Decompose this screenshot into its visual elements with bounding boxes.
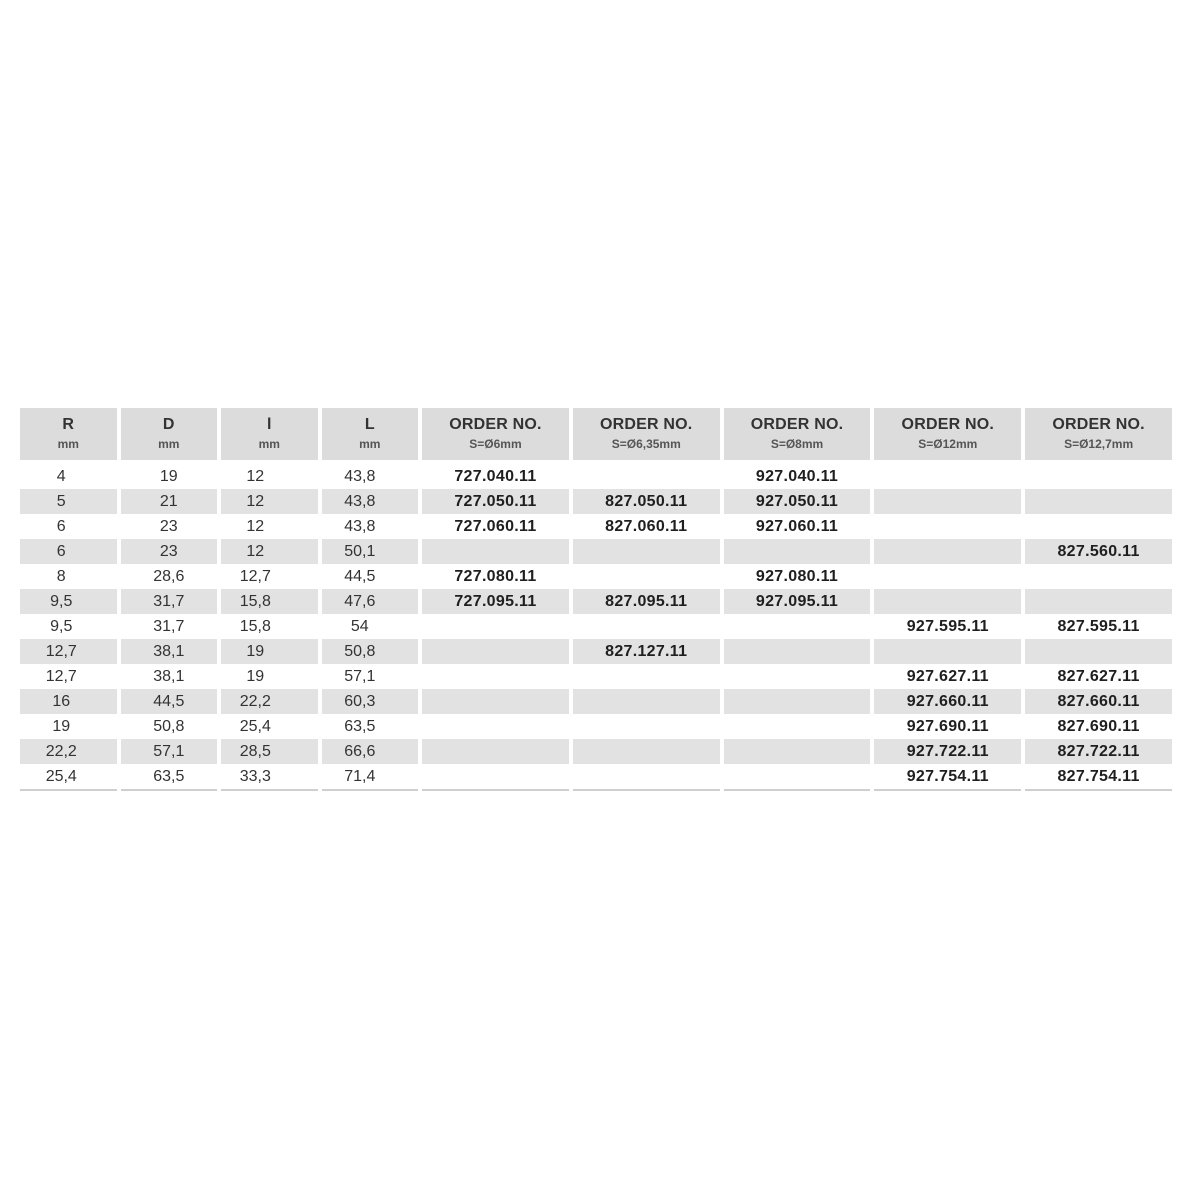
order-number-cell (724, 539, 871, 564)
dimension-cell: 50,8 (322, 639, 419, 664)
header-order-s8 (724, 408, 871, 464)
dimension-cell: 57,1 (121, 739, 218, 764)
order-number-cell (573, 564, 720, 589)
dimension-cell: 28,6 (153, 568, 185, 585)
dimension-cell: 38,1 (153, 668, 185, 685)
column-header-unit (573, 436, 720, 452)
order-number-cell (1025, 589, 1172, 614)
order-number-cell: 927.080.11 (755, 568, 839, 585)
dimension-cell: 15,8 (239, 618, 271, 635)
dimension-cell: 6 (20, 539, 117, 564)
order-number-cell (724, 689, 871, 714)
order-number-cell (874, 564, 1021, 589)
dimension-cell: 21 (121, 489, 218, 514)
header-r (20, 408, 117, 464)
column-header-label: D (162, 416, 175, 433)
column-header-label: ORDER NO. (750, 416, 844, 433)
unit-suffix: mm (258, 437, 280, 451)
dimension-cell: 23 (159, 518, 178, 535)
dimension-cell: 9,5 (50, 618, 73, 635)
order-number-cell (573, 689, 720, 714)
order-number-cell (1025, 514, 1172, 539)
unit-suffix: mm (801, 437, 824, 451)
unit-suffix: mm (955, 437, 978, 451)
dimension-cell: 19 (52, 718, 71, 735)
order-number-cell (573, 764, 720, 791)
order-number-cell: 727.095.11 (422, 589, 569, 614)
column-header-unit (121, 436, 218, 452)
order-number-cell (1025, 464, 1172, 489)
header-order-s127 (1025, 408, 1172, 464)
order-number-cell (1025, 639, 1172, 664)
header-l-small (221, 408, 318, 464)
unit-diameter: 12,7 (1088, 437, 1112, 451)
header-row (20, 408, 1172, 464)
order-number-cell (724, 614, 871, 639)
unit-suffix: mm (500, 437, 522, 451)
order-number-cell (422, 764, 569, 791)
column-header-unit (724, 436, 871, 452)
dimension-cell: 47,6 (322, 589, 419, 614)
unit-prefix: S=Ø (469, 437, 494, 451)
order-number-cell: 927.050.11 (724, 489, 871, 514)
order-number-cell: 927.660.11 (874, 689, 1021, 714)
dimension-cell: 50,1 (322, 539, 419, 564)
column-header-unit (1025, 436, 1172, 452)
dimension-cell: 43,8 (344, 468, 376, 485)
column-header-label: ORDER NO. (449, 416, 542, 433)
order-number-cell (573, 539, 720, 564)
dimension-cell: 23 (121, 539, 218, 564)
dimension-cell: 12 (221, 489, 318, 514)
dimension-cell: 19 (159, 468, 178, 485)
order-number-cell (573, 664, 720, 689)
column-header-unit (20, 436, 117, 452)
order-number-cell (874, 539, 1021, 564)
dimension-cell: 16 (20, 689, 117, 714)
order-number-cell: 927.060.11 (755, 518, 839, 535)
order-number-cell: 827.595.11 (1057, 618, 1140, 635)
order-number-cell: 727.050.11 (422, 489, 569, 514)
order-number-cell (874, 589, 1021, 614)
dimension-cell: 12,7 (239, 568, 271, 585)
order-number-cell (874, 639, 1021, 664)
order-number-table (16, 408, 1176, 791)
unit-suffix: mm (359, 437, 381, 451)
order-number-cell: 827.690.11 (1057, 718, 1140, 735)
order-number-cell: 827.095.11 (573, 589, 720, 614)
order-number-cell (1025, 564, 1172, 589)
column-header-label: ORDER NO. (599, 416, 693, 433)
dimension-cell: 12 (246, 468, 265, 485)
table-row (20, 739, 1172, 764)
dimension-cell: 25,4 (239, 718, 271, 735)
table-row (20, 464, 1172, 489)
order-number-cell: 927.095.11 (724, 589, 871, 614)
dimension-cell: 57,1 (344, 668, 376, 685)
order-number-cell (874, 489, 1021, 514)
order-number-cell: 827.754.11 (1025, 764, 1172, 791)
order-number-cell (573, 714, 720, 739)
dimension-cell: 43,8 (322, 489, 419, 514)
unit-diameter: 12 (942, 437, 956, 451)
dimension-cell: 22,2 (20, 739, 117, 764)
dimension-cell: 9,5 (20, 589, 117, 614)
dimension-cell: 66,6 (322, 739, 419, 764)
dimension-cell: 12,7 (45, 668, 77, 685)
dimension-cell: 8 (56, 568, 66, 585)
dimension-cell: 60,3 (322, 689, 419, 714)
unit-suffix: mm (57, 437, 79, 451)
table-row (20, 589, 1172, 614)
dimension-cell: 63,5 (344, 718, 376, 735)
dimension-cell: 12 (246, 518, 265, 535)
order-number-cell (573, 614, 720, 639)
unit-suffix: mm (1111, 437, 1134, 451)
table-row (20, 714, 1172, 739)
order-number-cell: 927.690.11 (906, 718, 989, 735)
order-number-cell: 727.080.11 (454, 568, 537, 585)
order-number-cell: 827.127.11 (573, 639, 720, 664)
order-number-cell (573, 464, 720, 489)
order-number-cell: 727.060.11 (454, 518, 537, 535)
dimension-cell: 54 (350, 618, 369, 635)
order-number-cell: 827.722.11 (1025, 739, 1172, 764)
table-row (20, 539, 1172, 564)
order-number-cell: 827.660.11 (1025, 689, 1172, 714)
dimension-cell: 33,3 (221, 764, 318, 791)
table-row (20, 564, 1172, 589)
order-number-cell (573, 739, 720, 764)
table-row (20, 764, 1172, 791)
dimension-cell: 71,4 (322, 764, 419, 791)
dimension-cell: 44,5 (121, 689, 218, 714)
dimension-cell: 43,8 (344, 518, 376, 535)
unit-prefix: S=Ø (918, 437, 943, 451)
dimension-cell: 6 (56, 518, 66, 535)
unit-diameter: 6,35 (636, 437, 660, 451)
dimension-cell: 50,8 (153, 718, 185, 735)
column-header-label: L (364, 416, 375, 433)
column-header-label: ORDER NO. (901, 416, 995, 433)
header-l (322, 408, 419, 464)
order-number-cell (724, 764, 871, 791)
order-number-cell (724, 739, 871, 764)
table-row (20, 614, 1172, 639)
order-number-cell: 927.754.11 (874, 764, 1021, 791)
order-number-cell (724, 714, 871, 739)
dimension-cell: 31,7 (153, 618, 185, 635)
order-number-cell: 827.560.11 (1025, 539, 1172, 564)
dimension-cell: 12 (221, 539, 318, 564)
order-number-cell: 927.595.11 (906, 618, 989, 635)
dimension-cell: 63,5 (121, 764, 218, 791)
dimension-cell: 38,1 (121, 639, 218, 664)
header-order-s635 (573, 408, 720, 464)
column-header-label: ORDER NO. (1052, 416, 1145, 433)
table-header (20, 408, 1172, 464)
unit-diameter: 6 (493, 437, 501, 451)
table-row (20, 514, 1172, 539)
table-row (20, 639, 1172, 664)
order-number-cell: 827.050.11 (573, 489, 720, 514)
dimension-cell: 44,5 (344, 568, 376, 585)
unit-prefix: S=Ø (1064, 437, 1089, 451)
dimension-cell: 28,5 (221, 739, 318, 764)
unit-suffix: mm (659, 437, 681, 451)
order-number-cell (422, 739, 569, 764)
table-body (20, 464, 1172, 791)
column-header-label: R (62, 416, 75, 433)
dimension-cell: 22,2 (221, 689, 318, 714)
dimension-cell: 5 (20, 489, 117, 514)
column-header-unit (874, 436, 1021, 452)
dimension-cell: 4 (56, 468, 66, 485)
order-number-cell: 927.627.11 (906, 668, 989, 685)
order-number-cell (422, 639, 569, 664)
column-header-unit (221, 436, 318, 452)
table-row (20, 664, 1172, 689)
unit-prefix: S=Ø (770, 437, 796, 451)
order-number-cell (422, 539, 569, 564)
dimension-cell: 15,8 (221, 589, 318, 614)
order-number-cell (1025, 489, 1172, 514)
order-number-cell (874, 514, 1021, 539)
order-number-cell (422, 689, 569, 714)
column-header-label: l (266, 416, 272, 433)
order-number-cell (422, 614, 569, 639)
order-number-cell: 827.627.11 (1057, 668, 1140, 685)
order-number-cell (874, 464, 1021, 489)
dimension-cell: 31,7 (121, 589, 218, 614)
order-number-cell (422, 664, 569, 689)
order-number-cell: 827.060.11 (605, 518, 688, 535)
column-header-unit (422, 436, 569, 452)
header-order-s6 (422, 408, 569, 464)
dimension-cell: 19 (221, 639, 318, 664)
unit-diameter: 8 (795, 437, 802, 451)
order-number-cell (724, 639, 871, 664)
order-number-cell (422, 714, 569, 739)
table-row (20, 489, 1172, 514)
dimension-cell: 19 (246, 668, 265, 685)
order-number-cell: 927.040.11 (755, 468, 839, 485)
unit-prefix: S=Ø (611, 437, 637, 451)
dimension-cell: 25,4 (20, 764, 117, 791)
table-row (20, 689, 1172, 714)
unit-suffix: mm (158, 437, 180, 451)
order-number-cell: 927.722.11 (874, 739, 1021, 764)
header-d (121, 408, 218, 464)
header-order-s12 (874, 408, 1021, 464)
order-number-cell: 727.040.11 (454, 468, 537, 485)
column-header-unit (322, 436, 419, 452)
order-number-cell (724, 664, 871, 689)
dimension-cell: 12,7 (20, 639, 117, 664)
